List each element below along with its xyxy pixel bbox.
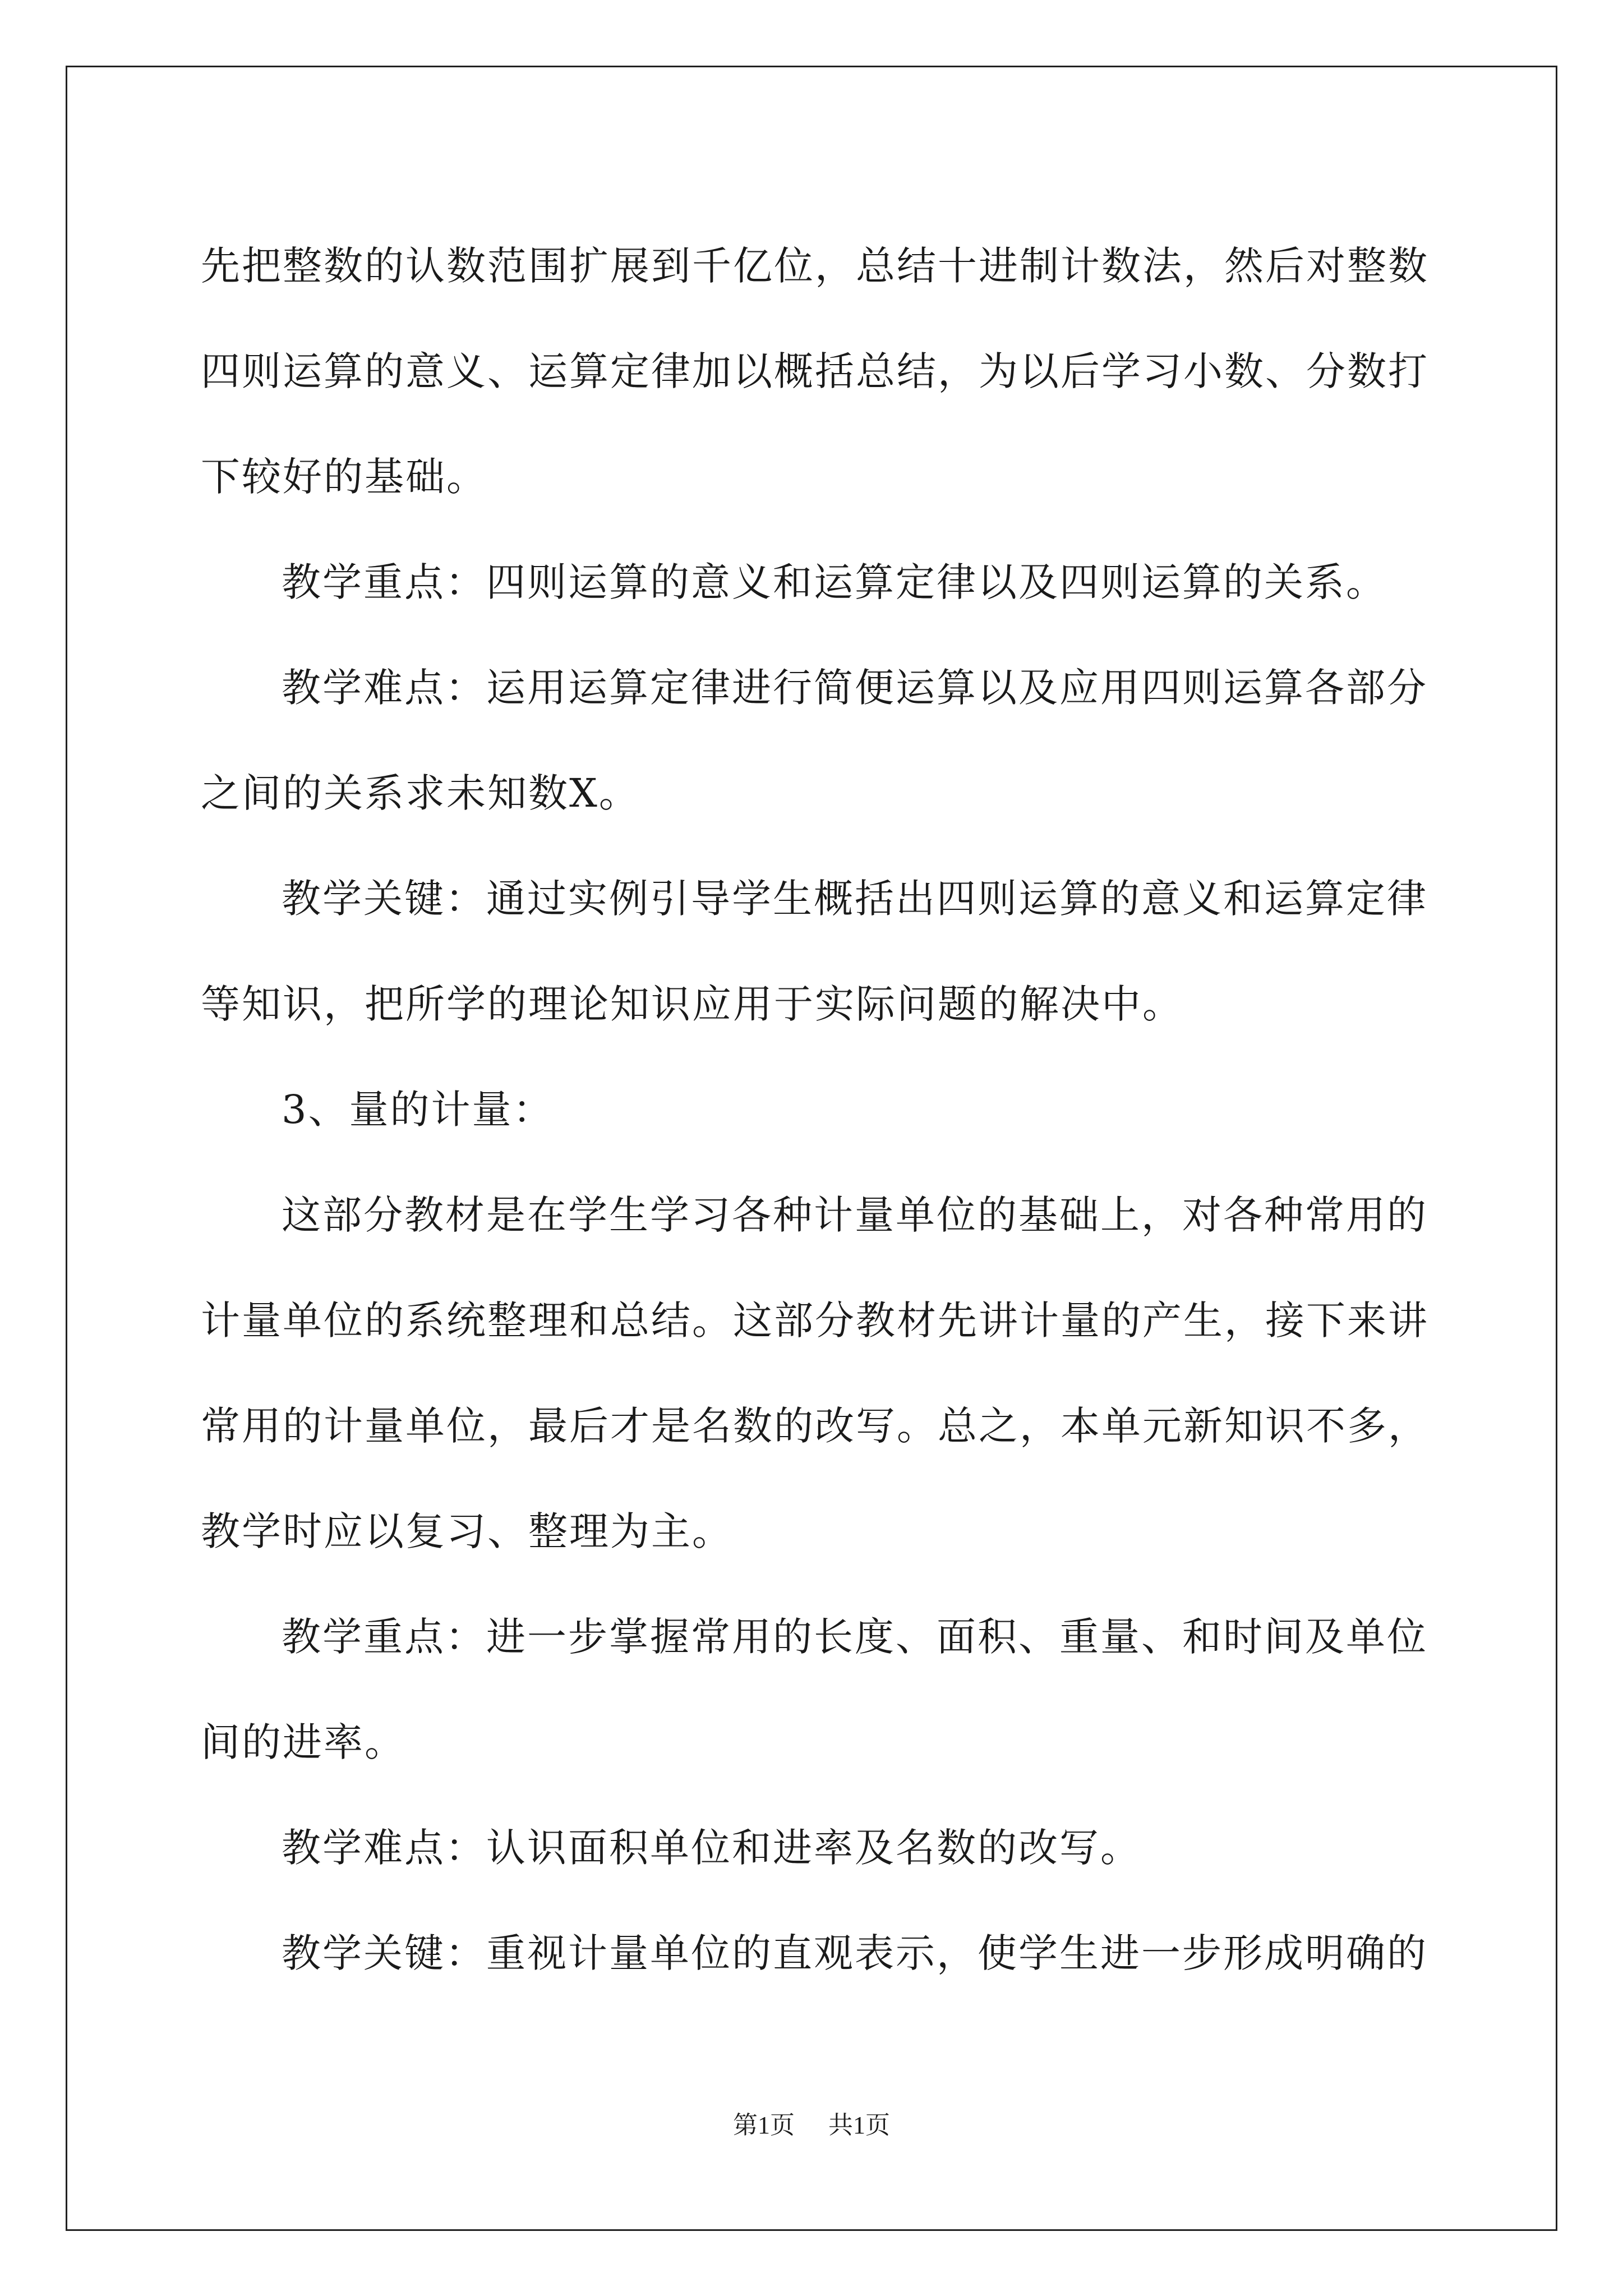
page-number: 第1页	[733, 2111, 795, 2139]
text-line: 教学重点：进一步掌握常用的长度、面积、重量、和时间及单位	[282, 1614, 1428, 1660]
text-line: 计量单位的系统整理和总结。这部分教材先讲计量的产生，接下来讲	[201, 1297, 1429, 1343]
text-line: 教学关键：通过实例引导学生概括出四则运算的意义和运算定律	[282, 876, 1428, 922]
section-heading: 3、量的计量：	[282, 1087, 554, 1133]
text-line: 常用的计量单位，最后才是名数的改写。总之，本单元新知识不多，	[201, 1403, 1429, 1449]
text-line: 先把整数的认数范围扩展到千亿位，总结十进制计数法，然后对整数	[201, 243, 1429, 289]
text-line: 教学时应以复习、整理为主。	[201, 1508, 733, 1554]
text-line: 之间的关系求未知数X。	[201, 770, 640, 816]
text-line: 教学关键：重视计量单位的直观表示，使学生进一步形成明确的	[282, 1930, 1428, 1976]
text-line: 等知识，把所学的理论知识应用于实际问题的解决中。	[201, 981, 1183, 1027]
text-line: 教学难点：认识面积单位和进率及名数的改写。	[282, 1825, 1141, 1871]
text-line: 这部分教材是在学生学习各种计量单位的基础上，对各种常用的	[282, 1192, 1428, 1238]
text-line: 教学重点：四则运算的意义和运算定律以及四则运算的关系。	[282, 559, 1387, 605]
text-line: 教学难点：运用运算定律进行简便运算以及应用四则运算各部分	[282, 665, 1428, 711]
text-line: 四则运算的意义、运算定律加以概括总结，为以后学习小数、分数打	[201, 348, 1429, 394]
page-footer	[0, 2105, 1623, 2141]
text-line: 间的进率。	[201, 1719, 405, 1765]
document-body	[201, 213, 1429, 2006]
text-line: 下较好的基础。	[201, 454, 487, 500]
page-total: 共1页	[828, 2111, 890, 2139]
